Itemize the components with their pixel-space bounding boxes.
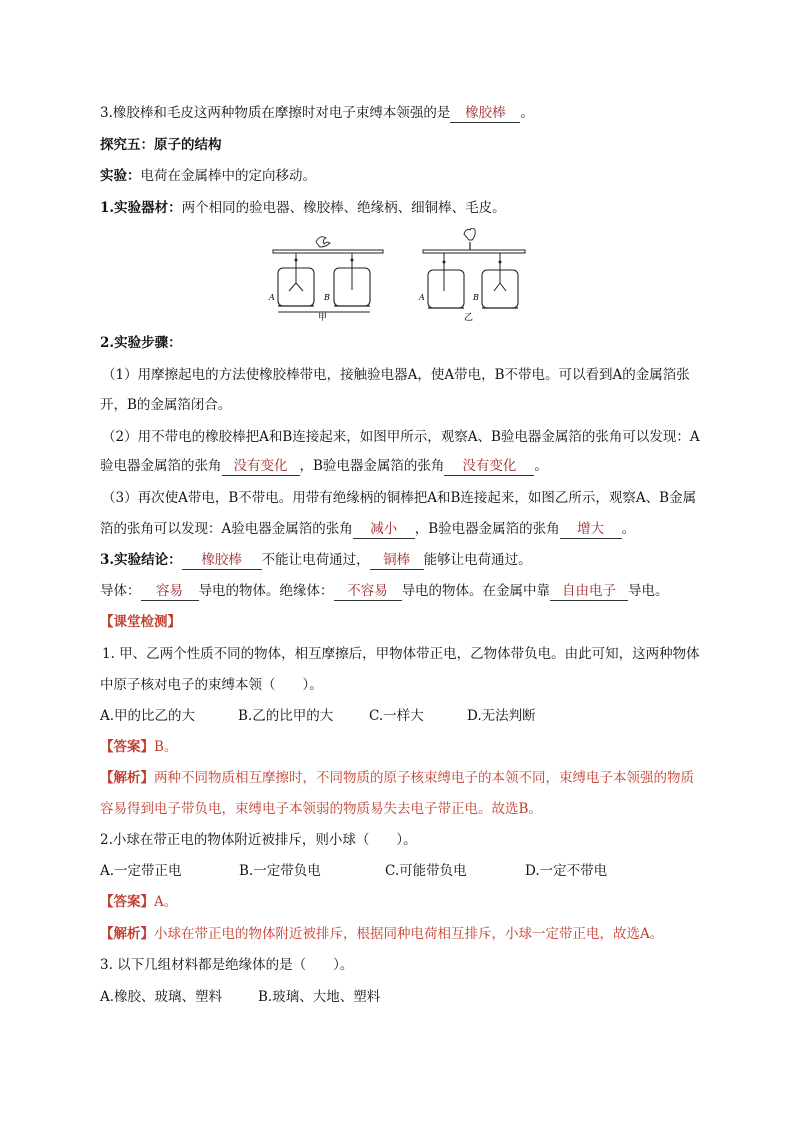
step3-line1: （3）再次使A带电，B不带电。用带有绝缘柄的铜棒把A和B连接起来，如图乙所示，观察A、B金属 xyxy=(102,490,697,506)
experiment-line: 实验：电荷在金属棒中的定向移动。 xyxy=(100,168,316,184)
answer-blank: 增大 xyxy=(560,520,622,539)
figure-right xyxy=(418,228,525,323)
step3-line2: 箔的张角可以发现：A验电器金属箔的张角 减小 ，B验电器金属箔的张角 增大 。 xyxy=(100,521,636,537)
q1-line2: 中原子核对电子的束缚本领（ ）。 xyxy=(100,677,323,693)
q1-option-c: C.一样大 xyxy=(369,708,424,724)
classcheck-title: 【课堂检测】 xyxy=(100,614,181,630)
q2-option-c: C.可能带负电 xyxy=(385,863,467,879)
answer-blank: 自由电子 xyxy=(550,582,628,601)
electroscope-figure xyxy=(268,228,528,323)
answer-blank: 容易 xyxy=(141,582,199,601)
step1-line2: 开，B的金属箔闭合。 xyxy=(100,397,232,413)
equipment-line: 1.实验器材：两个相同的验电器、橡胶棒、绝缘柄、细铜棒、毛皮。 xyxy=(100,200,506,216)
label-a: A xyxy=(269,293,275,302)
q2-options xyxy=(100,861,607,881)
q1-answer: 【答案】B。 xyxy=(100,739,178,755)
q1-option-d: D.无法判断 xyxy=(467,708,536,724)
caption-yi: 乙 xyxy=(464,313,474,323)
q1-analysis-line1: 【解析】两种不同物质相互摩擦时，不同物质的原子核束缚电子的本领不同，束缚电子本领强的物质 xyxy=(100,770,694,786)
label-b: B xyxy=(473,293,479,302)
hand-icon xyxy=(316,237,330,247)
q3-line1: 3. 以下几组材料都是绝缘体的是（ ）。 xyxy=(100,957,354,973)
answer-blank: 橡胶棒 xyxy=(450,104,520,123)
q1-option-b: B.乙的比甲的大 xyxy=(238,708,334,724)
answer-blank: 减小 xyxy=(353,520,415,539)
steps-label: 2.实验步骤： xyxy=(100,335,182,351)
caption-jia: 甲 xyxy=(318,313,328,323)
answer-blank: 铜棒 xyxy=(370,551,424,570)
q1-option-a: A.甲的比乙的大 xyxy=(100,708,196,724)
conductor-line: 导体： 容易 导电的物体。绝缘体： 不容易 导电的物体。在金属中靠 自由电子 导电。 xyxy=(100,583,669,599)
q2-analysis: 【解析】小球在带正电的物体附近被排斥，根据同种电荷相互排斥，小球一定带正电，故选A。 xyxy=(100,926,664,942)
figure-left xyxy=(268,237,383,323)
hand-icon xyxy=(464,228,475,240)
step1-line1: （1）用摩擦起电的方法使橡胶棒带电，接触验电器A，使A带电，B不带电。可以看到A的金属箔张 xyxy=(102,367,690,383)
q1-line1: 1. 甲、乙两个性质不同的物体，相互摩擦后，甲物体带正电，乙物体带负电。由此可知，这两种物体 xyxy=(102,646,700,662)
q1-options xyxy=(100,706,536,726)
answer-blank: 橡胶棒 xyxy=(182,551,262,570)
q3-option-b: B.玻璃、大地、塑料 xyxy=(258,989,381,1005)
q2-answer: 【答案】A。 xyxy=(100,894,178,910)
label-b: B xyxy=(324,293,330,302)
answer-blank: 没有变化 xyxy=(222,457,300,476)
label-a: A xyxy=(419,293,425,302)
q2-option-d: D.一定不带电 xyxy=(525,863,608,879)
section-title: 探究五：原子的结构 xyxy=(100,137,222,153)
q2-line1: 2.小球在带正电的物体附近被排斥，则小球（ ）。 xyxy=(100,832,417,848)
q3-option-a: A.橡胶、玻璃、塑料 xyxy=(100,989,223,1005)
answer-blank: 没有变化 xyxy=(444,457,534,476)
conclusion-line: 3.实验结论： 橡胶棒 不能让电荷通过， 铜棒 能够让电荷通过。 xyxy=(100,552,532,568)
step2-line2: 验电器金属箔的张角 没有变化 ，B验电器金属箔的张角 没有变化 。 xyxy=(100,458,548,474)
answer-blank: 不容易 xyxy=(334,582,402,601)
q1-analysis-line2: 容易得到电子带负电，束缚电子本领弱的物质易失去电子带正电。故选B。 xyxy=(100,801,542,817)
step2-line1: （2）用不带电的橡胶棒把A和B连接起来，如图甲所示，观察A、B验电器金属箔的张角可以发现：A xyxy=(102,429,700,445)
q2-option-a: A.一定带正电 xyxy=(100,863,182,879)
q3-options xyxy=(100,987,380,1007)
q3-intro: 3.橡胶棒和毛皮这两种物质在摩擦时对电子束缚本领强的是 橡胶棒 。 xyxy=(100,105,534,121)
q2-option-b: B.一定带负电 xyxy=(239,863,321,879)
